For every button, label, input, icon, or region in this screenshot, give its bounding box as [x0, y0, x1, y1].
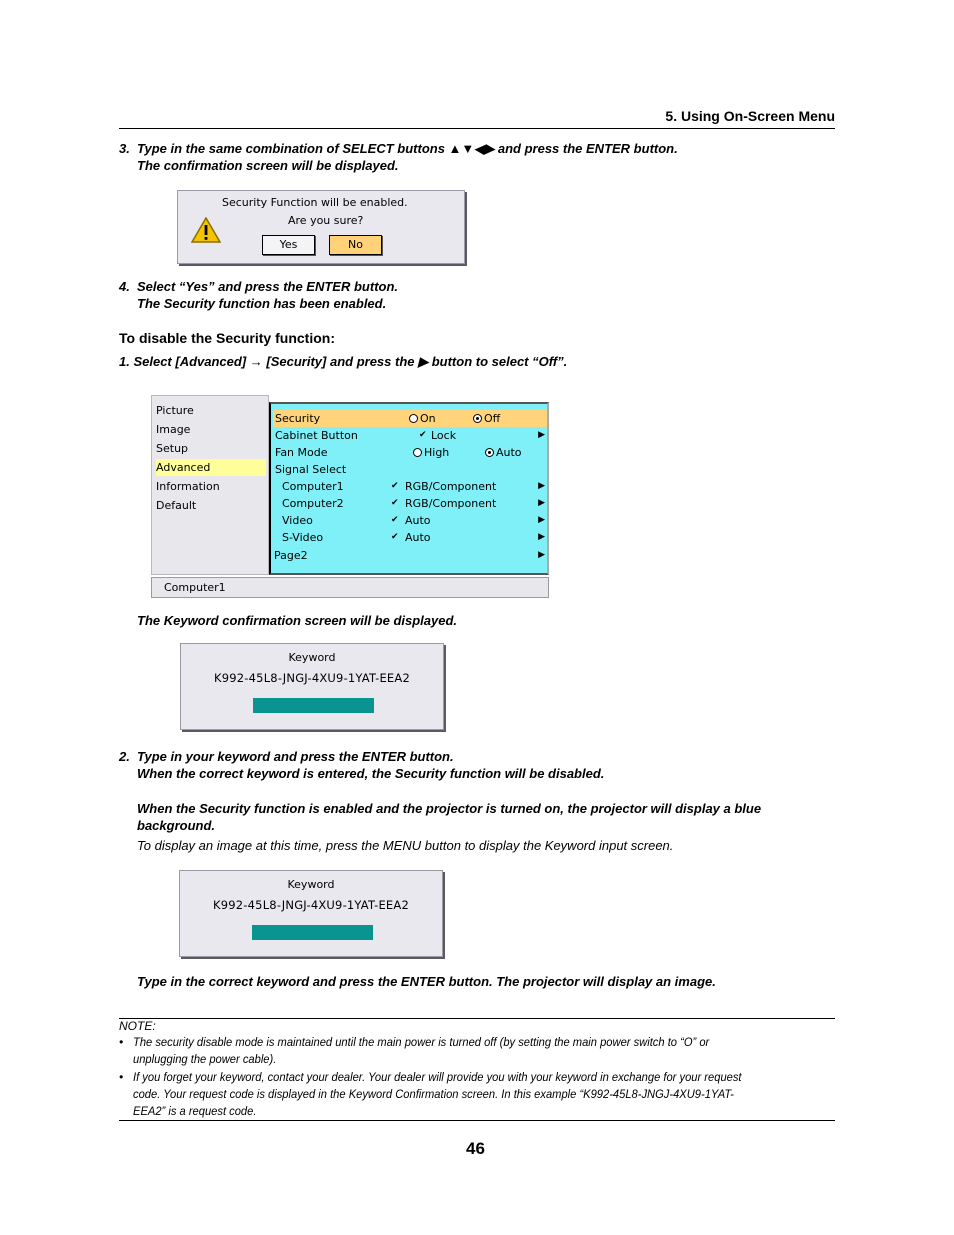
disable-step-suffix: [Security] and press the ▶ button to select “Off”.	[266, 354, 568, 369]
bullet-icon: •	[119, 1070, 124, 1084]
radio-selected-icon	[473, 414, 482, 423]
row-value: Auto	[405, 514, 431, 527]
radio-label: High	[424, 446, 450, 459]
step-text-line2: When the correct keyword is entered, the Security function will be disabled.	[137, 766, 605, 781]
keyword-code: K992-45L8-JNGJ-4XU9-1YAT-EEA2	[214, 671, 410, 685]
step-number: 2.	[119, 749, 130, 764]
note-bullet-1	[119, 1034, 835, 1068]
row-value: Lock	[431, 429, 457, 442]
step-3	[119, 140, 819, 174]
note-top-rule	[119, 1018, 835, 1019]
keyword-title: Keyword	[288, 651, 336, 664]
arrow-right-icon[interactable]: ▶	[538, 532, 545, 542]
blue-bg-instruction: To display an image at this time, press the MENU button to display the Keyword input screen.	[137, 838, 674, 853]
advanced-submenu	[269, 402, 549, 575]
note-text: If you forget your keyword, contact your dealer. Your dealer will provide you with your keyword in exchange for your request	[133, 1070, 742, 1084]
step-4	[119, 278, 819, 312]
arrow-right-icon[interactable]: ▶	[538, 498, 545, 508]
disable-section-title: To disable the Security function:	[119, 330, 335, 346]
row-label: Page2	[274, 549, 308, 562]
warning-icon	[191, 217, 221, 243]
disable-step-1	[119, 353, 567, 370]
radio-off[interactable]	[473, 410, 500, 427]
disable-step-prefix: 1. Select [Advanced]	[119, 354, 247, 369]
radio-label: On	[420, 412, 436, 425]
menu-row-fan-mode[interactable]	[273, 444, 547, 461]
yes-button[interactable]: Yes	[262, 235, 315, 255]
arrow-right-icon[interactable]: ▶	[538, 550, 545, 560]
section-title: 5. Using On-Screen Menu	[665, 108, 835, 124]
arrow-right-icon[interactable]: ▶	[538, 430, 545, 440]
note-text: code. Your request code is displayed in the Keyword Confirmation screen. In this example “K992-45L8-JNGJ-4XU9-1YAT-	[133, 1087, 734, 1101]
step-number: 4.	[119, 279, 130, 294]
osd-menu	[151, 395, 549, 598]
note-text: EEA2” is a request code.	[133, 1104, 257, 1118]
radio-icon	[413, 448, 422, 457]
check-icon: ✔	[391, 481, 399, 491]
row-label: Security	[275, 412, 321, 425]
note-text: unplugging the power cable).	[133, 1052, 277, 1066]
blue-bg-line2: background.	[137, 818, 216, 833]
keyword-dialog	[180, 643, 444, 730]
no-button[interactable]: No	[329, 235, 382, 255]
keyword-input[interactable]	[253, 698, 374, 713]
menu-row-page2[interactable]	[273, 547, 547, 564]
menu-sidebar	[151, 395, 269, 575]
note-label: NOTE:	[119, 1019, 156, 1033]
menu-row-computer1[interactable]	[273, 478, 547, 495]
row-label: Signal Select	[275, 463, 347, 476]
menu-item-advanced[interactable]: Advanced	[156, 459, 266, 476]
menu-row-s-video[interactable]	[273, 529, 547, 546]
confirm-question: Are you sure?	[288, 214, 364, 227]
note-bottom-rule	[119, 1120, 835, 1121]
menu-item-information[interactable]: Information	[156, 480, 220, 493]
check-icon: ✔	[391, 532, 399, 542]
keyword-caption: The Keyword confirmation screen will be displayed.	[137, 613, 458, 628]
bullet-icon: •	[119, 1035, 124, 1049]
note-bullet-2	[119, 1069, 835, 1120]
step-text-line2: The confirmation screen will be displayed.	[137, 158, 399, 173]
radio-on[interactable]	[409, 410, 436, 427]
row-value: RGB/Component	[405, 480, 497, 493]
check-icon: ✔	[391, 515, 399, 525]
radio-label: Auto	[496, 446, 522, 459]
radio-icon	[409, 414, 418, 423]
page-number: 46	[466, 1139, 485, 1158]
note-text: The security disable mode is maintained until the main power is turned off (by setting the main power switch to “O” or	[133, 1035, 710, 1049]
step-text-line1: Select “Yes” and press the ENTER button.	[137, 279, 399, 294]
final-instruction: Type in the correct keyword and press the ENTER button. The projector will display an image.	[137, 974, 716, 989]
menu-row-video[interactable]	[273, 512, 547, 529]
row-label: Fan Mode	[275, 446, 328, 459]
arrow-right-icon[interactable]: ▶	[538, 481, 545, 491]
menu-item-setup[interactable]: Setup	[156, 442, 189, 455]
radio-selected-icon	[485, 448, 494, 457]
disable-step-2	[119, 748, 819, 782]
step-number: 3.	[119, 141, 130, 156]
check-icon: ✔	[419, 430, 427, 440]
row-value: RGB/Component	[405, 497, 497, 510]
step-text-line1: Type in your keyword and press the ENTER button.	[137, 749, 454, 764]
row-label: Computer1	[282, 480, 344, 493]
radio-auto[interactable]	[485, 444, 522, 461]
keyword-input[interactable]	[252, 925, 373, 940]
menu-row-computer2[interactable]	[273, 495, 547, 512]
check-icon: ✔	[391, 498, 399, 508]
menu-row-cabinet-button[interactable]	[273, 427, 547, 444]
menu-item-default[interactable]: Default	[156, 499, 197, 512]
row-label: Video	[282, 514, 313, 527]
menu-item-picture[interactable]: Picture	[156, 404, 194, 417]
header-rule	[119, 128, 835, 129]
security-confirm-dialog	[177, 190, 465, 264]
row-label: Cabinet Button	[275, 429, 358, 442]
row-value: Auto	[405, 531, 431, 544]
menu-row-security[interactable]	[273, 410, 547, 427]
row-label: Computer2	[282, 497, 344, 510]
menu-status-bar: Computer1	[151, 577, 549, 598]
confirm-message: Security Function will be enabled.	[222, 196, 408, 209]
keyword-title: Keyword	[287, 878, 335, 891]
keyword-dialog	[179, 870, 443, 957]
arrow-right-icon: →	[249, 354, 263, 369]
keyword-code: K992-45L8-JNGJ-4XU9-1YAT-EEA2	[213, 898, 409, 912]
step-text-line2: The Security function has been enabled.	[137, 296, 387, 311]
step-text-line1: Type in the same combination of SELECT buttons ▲▼◀▶ and press the ENTER button.	[137, 141, 678, 156]
radio-label: Off	[484, 412, 501, 425]
menu-item-image[interactable]: Image	[156, 423, 191, 436]
row-label: S-Video	[282, 531, 324, 544]
blue-bg-line1: When the Security function is enabled and the projector is turned on, the projector will display a blue	[137, 801, 762, 816]
menu-row-signal-select	[273, 461, 547, 478]
radio-high[interactable]	[413, 444, 449, 461]
arrow-right-icon[interactable]: ▶	[538, 515, 545, 525]
